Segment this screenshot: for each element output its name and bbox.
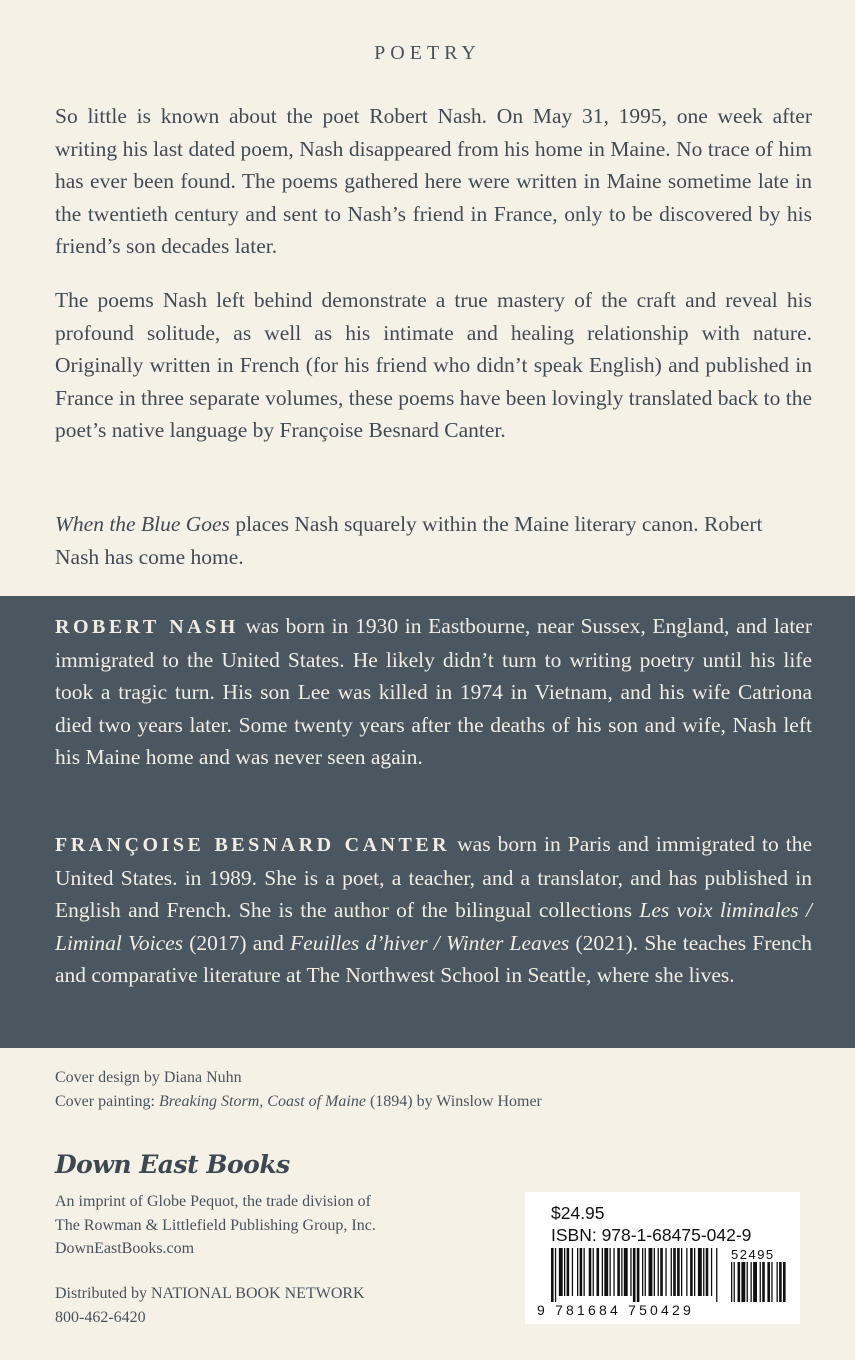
translator-book-1: Les voix liminales / Liminal Voices xyxy=(55,898,812,955)
barcode-bar xyxy=(577,1248,578,1296)
translator-name: FRANÇOISE BESNARD CANTER xyxy=(55,834,451,856)
barcode-bar xyxy=(602,1248,603,1296)
translator-bio xyxy=(55,828,812,992)
barcode-bar xyxy=(660,1248,663,1296)
publisher-website: DownEastBooks.com xyxy=(55,1240,195,1257)
barcode-bar xyxy=(567,1248,570,1296)
addon-bar xyxy=(767,1262,770,1302)
translator-bio-text-3: (2021). She teaches French and comparative literature at The Northwest School in Seattle, where she lives. xyxy=(55,930,812,987)
barcode-bar xyxy=(681,1248,682,1296)
barcode-bar xyxy=(642,1248,643,1296)
barcode-bar xyxy=(694,1248,695,1296)
addon-bar xyxy=(734,1262,735,1302)
cover-credits xyxy=(55,1066,542,1114)
addon-bar xyxy=(738,1262,741,1302)
cover-painting-credit: Cover painting: Breaking Storm, Coast of Maine (1894) by Winslow Homer xyxy=(55,1093,542,1110)
barcode-bar xyxy=(665,1248,666,1296)
barcode-bar xyxy=(593,1248,594,1296)
translator-bio-text-1: was born in Paris and immigrated to the United States. in 1989. She is a poet, a teacher, and a translator, and has published in English and French. She is the author of the bilingual collections xyxy=(55,832,813,922)
publisher-info xyxy=(55,1190,376,1261)
barcode-bar xyxy=(597,1248,600,1296)
barcode-bar xyxy=(649,1248,653,1296)
barcode-bar xyxy=(698,1248,702,1296)
author-name: ROBERT NASH xyxy=(55,616,239,638)
barcode-bar xyxy=(604,1248,608,1296)
addon-bar xyxy=(777,1262,778,1302)
addon-bar xyxy=(760,1262,761,1302)
barcode-bar xyxy=(716,1248,717,1302)
translator-book-2: Feuilles d’hiver / Winter Leaves xyxy=(290,930,570,955)
addon-bar xyxy=(731,1262,732,1302)
category-label: POETRY xyxy=(374,42,481,64)
barcode-bar xyxy=(637,1248,640,1302)
publisher-logo: Down East Books xyxy=(55,1150,290,1179)
barcode-bar xyxy=(555,1248,556,1302)
addon-bar xyxy=(747,1262,748,1302)
barcode-bar xyxy=(580,1248,583,1296)
barcode-bar xyxy=(630,1248,631,1296)
barcode-bar xyxy=(673,1248,676,1296)
translator-bio-text-2: (2017) and xyxy=(183,930,291,955)
addon-code: 52495 xyxy=(731,1247,775,1262)
cover-design-credit: Cover design by Diana Nuhn xyxy=(55,1069,242,1086)
barcode-bar xyxy=(564,1248,565,1296)
barcode-bar xyxy=(671,1248,672,1296)
blurb-paragraph-3-text: places Nash squarely within the Maine literary canon. Robert Nash has come home. xyxy=(55,512,763,569)
barcode-bar xyxy=(621,1248,622,1296)
barcode-bar xyxy=(633,1248,636,1302)
author-bio xyxy=(55,610,812,774)
barcode-bar xyxy=(654,1248,655,1296)
painting-title: Breaking Storm, Coast of Maine xyxy=(158,1093,366,1110)
barcode-bar xyxy=(690,1248,693,1296)
barcode-bar xyxy=(706,1248,709,1296)
addon-bar xyxy=(771,1262,772,1302)
barcode-bar xyxy=(658,1248,659,1296)
barcode-label xyxy=(525,1192,800,1324)
barcode-bar xyxy=(645,1248,646,1296)
blurb-paragraph-1: So little is known about the poet Robert Nash. On May 31, 1995, one week after writing his last dated poem, Nash disappeared from his home in Maine. No trace of him has ever been found. The poems gathered here were written in Maine sometime late in the twentieth century and sent to Nash’s friend in France, only to be discovered by his friend’s son decades later. xyxy=(55,104,812,258)
barcode-bar xyxy=(551,1248,554,1302)
barcode-bar xyxy=(711,1248,712,1296)
barcode-bar xyxy=(677,1248,680,1296)
barcode-bar xyxy=(610,1248,611,1296)
barcode-bar xyxy=(584,1248,585,1296)
author-bio-text: was born in 1930 in Eastbourne, near Sussex, England, and later immigrated to the United States. He likely didn’t turn to writing poetry until his life took a tragic turn. His son Lee was killed in 1974 in Vietnam, and his wife Catriona died two years later. Some twenty years after the deaths of his son and wife, Nash left his Maine home and was never seen again. xyxy=(55,614,813,769)
barcode-bar xyxy=(703,1248,704,1296)
addon-bar xyxy=(783,1262,786,1302)
imprint-line-1: An imprint of Globe Pequot, the trade division of xyxy=(55,1193,371,1210)
blurb-paragraph-3 xyxy=(55,508,812,573)
barcode-bar xyxy=(617,1248,620,1296)
barcode-bar xyxy=(686,1248,687,1296)
barcode-bar xyxy=(572,1248,573,1296)
book-title: When the Blue Goes xyxy=(55,512,230,536)
addon-bar xyxy=(779,1262,782,1302)
distributor-phone: 800-462-6420 xyxy=(55,1308,146,1326)
barcode-icon xyxy=(537,1248,792,1304)
addon-bar xyxy=(741,1262,745,1302)
bio-section xyxy=(0,596,855,1048)
addon-bar xyxy=(762,1262,765,1302)
barcode-bar xyxy=(624,1248,628,1296)
distributor-info xyxy=(55,1282,365,1329)
distributor-line: Distributed by NATIONAL BOOK NETWORK xyxy=(55,1285,365,1302)
isbn: ISBN: 978-1-68475-042-9 xyxy=(551,1225,752,1245)
barcode-bar xyxy=(559,1248,563,1296)
ean-digits: 9 781684 750429 xyxy=(537,1302,694,1318)
imprint-line-2: The Rowman & Littlefield Publishing Group, Inc. xyxy=(55,1216,376,1234)
barcode-bar xyxy=(589,1248,592,1296)
blurb-paragraph-2: The poems Nash left behind demonstrate a true mastery of the craft and reveal his profound solitude, as well as his intimate and healing relationship with nature. Originally written in French (for his friend who didn’t speak English) and published in France in three separate volumes, these poems have been lovingly translated back to the poet’s native language by Françoise Besnard Canter. xyxy=(55,288,813,442)
barcode-bar xyxy=(613,1248,614,1296)
price: $24.95 xyxy=(551,1203,605,1223)
addon-bar xyxy=(753,1262,757,1302)
addon-bar xyxy=(751,1262,752,1302)
